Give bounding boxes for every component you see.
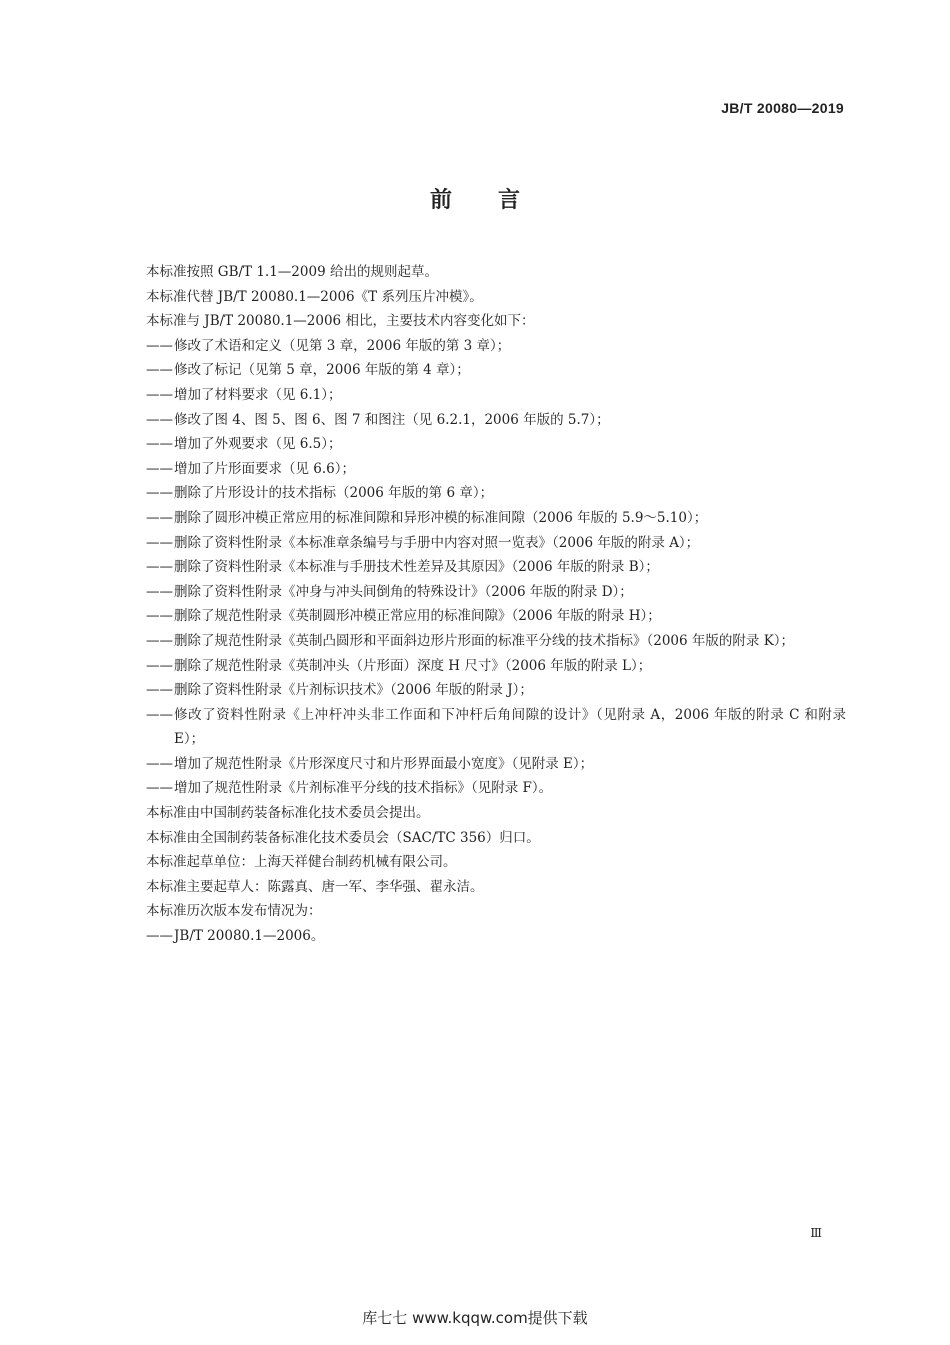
dash-mark: —— (146, 928, 173, 945)
foreword-paragraph: 本标准按照 GB/T 1.1—2009 给出的规则起草。 (146, 264, 438, 280)
change-item-text: 删除了圆形冲模正常应用的标准间隙和异形冲模的标准间隙（2006 年版的 5.9～5.10）； (174, 509, 708, 526)
change-item-text: 修改了图 4、图 5、图 6、图 7 和图注（见 6.2.1，2006 年版的 5.7）； (174, 411, 610, 428)
change-item-text: 增加了外观要求（见 6.5）； (174, 436, 342, 453)
dash-mark: —— (146, 485, 173, 502)
change-item (146, 457, 846, 482)
change-item (146, 506, 846, 531)
dash-mark: —— (146, 559, 173, 576)
dash-mark: —— (146, 362, 173, 379)
dash-mark: —— (146, 682, 173, 699)
change-item (146, 531, 846, 556)
change-item (146, 752, 846, 777)
change-item-text: 增加了片形面要求（见 6.6）； (174, 460, 356, 477)
history-item-text: JB/T 20080.1—2006。 (174, 928, 325, 945)
dash-mark: —— (146, 780, 173, 797)
change-item (146, 555, 846, 580)
dash-mark: —— (146, 534, 173, 551)
change-item (146, 629, 846, 654)
change-item-text: 删除了资料性附录《冲身与冲头间倒角的特殊设计》（2006 年版的附录 D）； (174, 583, 633, 600)
history-item (146, 924, 846, 949)
foreword-paragraph: 本标准起草单位：上海天祥健台制药机械有限公司。 (146, 854, 457, 871)
change-item (146, 776, 846, 801)
change-item (146, 408, 846, 433)
change-item-text: 删除了资料性附录《本标准与手册技术性差异及其原因》（2006 年版的附录 B）； (174, 559, 659, 576)
standard-code-header: JB/T 20080—2019 (721, 100, 844, 116)
change-item (146, 481, 846, 506)
foreword-paragraph: 本标准与 JB/T 20080.1—2006 相比，主要技术内容变化如下： (146, 313, 535, 330)
dash-mark: —— (146, 436, 173, 453)
change-item (146, 383, 846, 408)
dash-mark: —— (146, 608, 173, 625)
change-item-text: 删除了规范性附录《英制冲头（片形面）深度 H 尺寸》（2006 年版的附录 L）； (174, 657, 652, 674)
foreword-paragraph: 本标准主要起草人：陈露真、唐一军、李华强、翟永洁。 (146, 878, 484, 895)
change-item (146, 703, 846, 752)
change-item-text: 修改了标记（见第 5 章，2006 年版的第 4 章）； (174, 362, 470, 379)
foreword-paragraph: 本标准历次版本发布情况为： (146, 903, 322, 920)
dash-mark: —— (146, 460, 173, 477)
page-title: 前言 (429, 188, 566, 213)
foreword-paragraph: 本标准由中国制药装备标准化技术委员会提出。 (146, 805, 430, 822)
change-item (146, 432, 846, 457)
dash-mark: —— (146, 509, 173, 526)
change-item (146, 654, 846, 679)
change-item (146, 580, 846, 605)
change-item-text: 删除了规范性附录《英制圆形冲模正常应用的标准间隙》（2006 年版的附录 H）； (174, 608, 661, 625)
change-item-text: 删除了资料性附录《片剂标识技术》（2006 年版的附录 J）； (174, 682, 533, 699)
foreword-paragraph: 本标准由全国制药装备标准化技术委员会（SAC/TC 356）归口。 (146, 829, 540, 846)
change-item-text: 删除了规范性附录《英制凸圆形和平面斜边形片形面的标准平分线的技术指标》（2006 年版的附录 K）； (174, 632, 795, 649)
change-item (146, 334, 846, 359)
change-item-text: 修改了资料性附录《上冲杆冲头非工作面和下冲杆后角间隙的设计》（见附录 A，2006 年版的附录 C 和附录 E）； (174, 706, 846, 748)
change-item-text: 增加了规范性附录《片剂标准平分线的技术指标》（见附录 F）。 (174, 780, 553, 797)
change-item-text: 增加了材料要求（见 6.1）； (174, 386, 342, 403)
dash-mark: —— (146, 706, 173, 723)
foreword-body (146, 260, 846, 949)
change-item (146, 358, 846, 383)
dash-mark: —— (146, 632, 173, 649)
download-footer: 库七七 www.kqqw.com提供下载 (362, 1309, 588, 1327)
change-item-text: 增加了规范性附录《片形深度尺寸和片形界面最小宽度》（见附录 E）； (174, 755, 594, 772)
foreword-paragraph: 本标准代替 JB/T 20080.1—2006《T 系列压片冲模》。 (146, 288, 483, 305)
change-item-text: 删除了资料性附录《本标准章条编号与手册中内容对照一览表》（2006 年版的附录 A）； (174, 534, 700, 551)
dash-mark: —— (146, 657, 173, 674)
change-item (146, 678, 846, 703)
dash-mark: —— (146, 755, 173, 772)
change-item-text: 删除了片形设计的技术指标（2006 年版的第 6 章）； (174, 485, 494, 502)
dash-mark: —— (146, 386, 173, 403)
change-item (146, 604, 846, 629)
dash-mark: —— (146, 411, 173, 428)
change-item-text: 修改了术语和定义（见第 3 章，2006 年版的第 3 章）； (174, 337, 511, 354)
page-number: Ⅲ (810, 1226, 822, 1240)
dash-mark: —— (146, 337, 173, 354)
dash-mark: —— (146, 583, 173, 600)
